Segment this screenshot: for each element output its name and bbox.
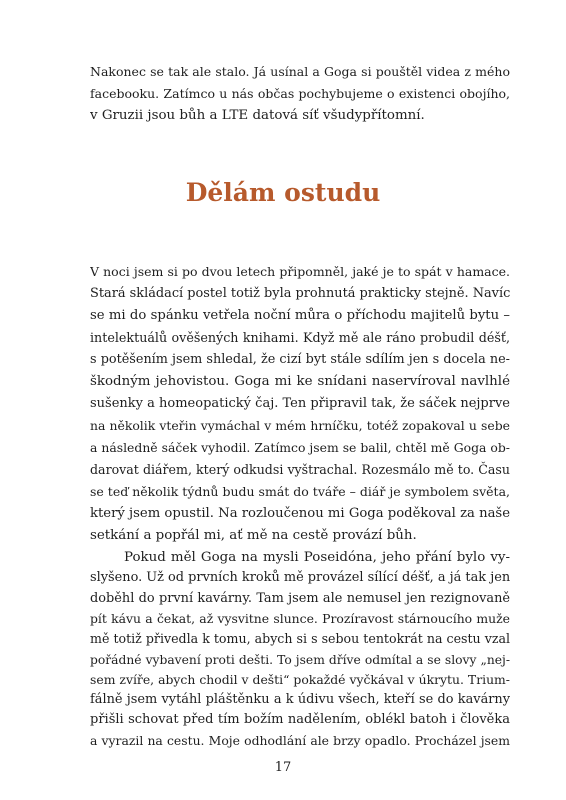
text-line: sem zvíře, abych chodil v dešti“ pokaždé vyčkával v úkrytu. Trium- — [90, 671, 510, 687]
text-line: slyšeno. Už od prvních kroků mě provázel sílící déšť, a já tak jen — [90, 570, 510, 586]
text-line: V noci jsem si po dvou letech připomněl, jaké je to spát v hamace. — [90, 264, 510, 279]
text-line: fálně jsem vytáhl pláštěnku a k údivu všech, kteří se do kavárny — [90, 692, 510, 708]
page-number: 17 — [274, 759, 292, 775]
text-line: škodným jehovistou. Goga mi ke snídani naservíroval navlhlé — [90, 374, 510, 389]
text-line: na několik vteřin vymáchal v mém hrníčku, totéž zopakoval u sebe — [90, 418, 510, 433]
text-line: pít kávu a čekat, až vysvitne slunce. Prozíravost stárnoucího muže — [90, 610, 510, 626]
text-line: přišli schovat před tím božím nadělením, oblékl batoh i člověka — [90, 712, 510, 728]
text-line: a vyrazil na cestu. Moje odhodlání ale brzy opadlo. Procházel jsem — [90, 732, 510, 748]
text-line: Nakonec se tak ale stalo. Já usínal a Goga si pouštěl videa z mého — [90, 64, 510, 79]
text-line: Pokud měl Goga na mysli Poseidóna, jeho přání bylo vy- — [124, 550, 510, 565]
chapter-heading: Dělám ostudu — [185, 178, 381, 207]
text-line: facebooku. Zatímco u nás občas pochybujeme o existenci obojího, — [90, 86, 510, 101]
text-line: s potěšením jsem shledal, že cizí byt stále sdílím jen s docela ne- — [90, 352, 510, 367]
text-line: a následně sáček vyhodil. Zatímco jsem se balil, chtěl mě Goga ob- — [90, 440, 510, 455]
text-line: pořádné vybavení proti dešti. To jsem dříve odmítal a se slovy „nej- — [90, 652, 510, 667]
text-line: který jsem opustil. Na rozloučenou mi Goga poděkoval za naše — [90, 506, 510, 521]
text-line: mě totiž přivedla k tomu, abych si s sebou tentokrát na cestu vzal — [90, 631, 510, 647]
text-line: se mi do spánku vetřela noční můra o příchodu majitelů bytu – — [90, 308, 510, 323]
text-line: se teď několik týdnů budu smát do tváře – diář je symbolem světa, — [90, 484, 510, 499]
text-line: setkání a popřál mi, ať mě na cestě provází bůh. — [90, 528, 417, 543]
text-line: doběhl do první kavárny. Tam jsem ale nemusel jen rezignovaně — [90, 590, 510, 606]
text-line: sušenky a homeopatický čaj. Ten připravil tak, že sáček nejprve — [90, 396, 510, 411]
text-line: v Gruzii jsou bůh a LTE datová síť všudypřítomní. — [90, 108, 425, 123]
text-line: Stará skládací postel totiž byla prohnutá prakticky stejně. Navíc — [90, 286, 510, 301]
text-line: darovat diářem, který odkudsi vyštrachal. Rozesmálo mě to. Času — [90, 462, 510, 477]
text-line: intelektuálů ověšených knihami. Když mě ale ráno probudil déšť, — [90, 330, 510, 345]
